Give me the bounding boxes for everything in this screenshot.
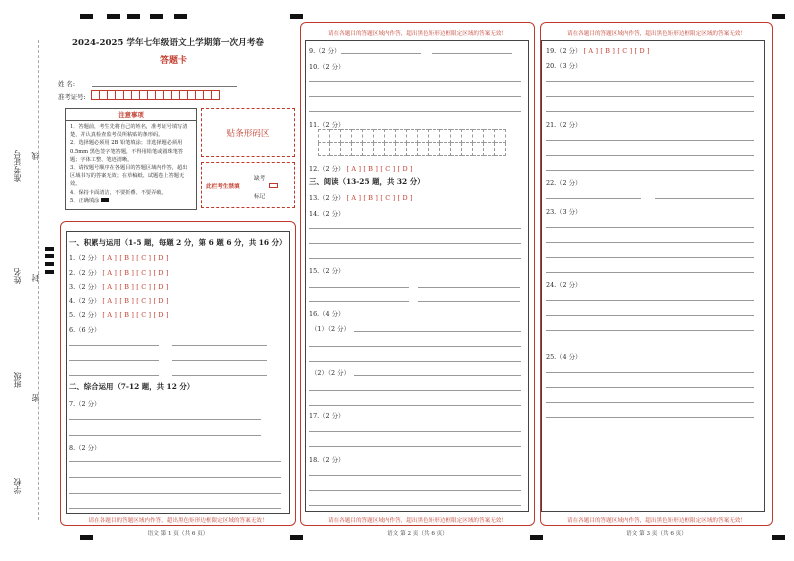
- question-15: 15.（2 分）: [309, 267, 345, 275]
- barcode-label: 贴条形码区: [226, 128, 270, 139]
- note-item: 2．选择题必须用 2B 铅笔填涂；非选择题必须用 0.5mm 黑色签字笔答题，不得用铅笔或圆珠笔答题；字体工整、笔迹清晰。: [70, 140, 184, 163]
- warning-col2-bottom: 请在各题目的答题区域内作答，超出黑色矩形边框限定区域的答案无效！: [327, 518, 507, 524]
- question-17: 17.（2 分）: [309, 412, 345, 420]
- answer-line[interactable]: [69, 435, 261, 436]
- warning-col3-bottom: 请在各题目的答题区域内作答，超出黑色矩形边框限定区域的答案无效！: [566, 518, 746, 524]
- side-label-secret: 密: [31, 394, 40, 402]
- answer-line[interactable]: [309, 405, 521, 406]
- name-label: 姓 名:: [58, 80, 75, 88]
- answer-line[interactable]: [546, 140, 754, 141]
- side-label-school: 学校: [13, 478, 22, 494]
- options-q13[interactable]: [ A ] [ B ] [ C ] [ D ]: [346, 194, 413, 202]
- answer-line[interactable]: [69, 493, 281, 494]
- question-7: 7.（2 分）: [69, 400, 101, 408]
- question-10: 10.（2 分）: [309, 63, 345, 71]
- answer-line[interactable]: [309, 258, 521, 259]
- exam-title: 2024-2025 学年七年级语文上学期第一次月考卷: [72, 38, 264, 48]
- answer-line[interactable]: [309, 81, 521, 82]
- question-9: 9.（2 分）: [309, 47, 341, 55]
- options-q12[interactable]: [ A ] [ B ] [ C ] [ D ]: [346, 165, 413, 173]
- question-18: 18.（2 分）: [309, 456, 345, 464]
- writing-grid[interactable]: [318, 129, 506, 156]
- side-label-id: 准考证号: [13, 150, 22, 182]
- answer-line[interactable]: [432, 53, 512, 54]
- answer-line[interactable]: [309, 475, 521, 476]
- fill-example-mark: [101, 198, 109, 202]
- answer-line[interactable]: [354, 331, 521, 332]
- answer-line[interactable]: [309, 446, 521, 447]
- answer-line[interactable]: [309, 431, 521, 432]
- absent-tag1: 缺考: [254, 176, 266, 182]
- options-q4[interactable]: [ A ] [ B ] [ C ] [ D ]: [102, 297, 169, 305]
- answer-line[interactable]: [172, 375, 267, 376]
- warning-col1: 请在各题目的答题区域内作答，超出黑色矩形边框限定区域的答案无效！: [88, 518, 268, 524]
- side-label-class: 班级: [13, 372, 22, 388]
- alignment-mark: [45, 262, 54, 266]
- note-item: 4．保持卡面清洁，不要折叠、不要弄破。: [70, 189, 167, 196]
- section-3-title: 三、阅读（13-25 题，共 32 分）: [309, 177, 425, 186]
- answer-line[interactable]: [309, 96, 521, 97]
- answer-line[interactable]: [546, 227, 754, 228]
- section-2-title: 二、综合运用（7-12 题，共 12 分）: [69, 382, 195, 391]
- side-label-name: 姓名: [13, 268, 22, 284]
- answer-line[interactable]: [418, 301, 520, 302]
- answer-line[interactable]: [546, 81, 754, 82]
- answer-line[interactable]: [69, 360, 159, 361]
- options-q2[interactable]: [ A ] [ B ] [ C ] [ D ]: [102, 269, 169, 277]
- alignment-mark: [150, 14, 163, 19]
- alignment-mark: [772, 14, 785, 19]
- answer-line[interactable]: [309, 346, 521, 347]
- note-item: 3．请按题号顺序在各题目的答题区域内作答，超出区域书写的答案无效；在草稿纸、试题卷上答题无效。: [70, 165, 188, 188]
- id-label: 准考证号:: [58, 93, 86, 101]
- name-line: [92, 86, 237, 87]
- answer-line[interactable]: [418, 287, 520, 288]
- alignment-mark: [174, 14, 187, 19]
- question-5: 5.（2 分） [ A ] [ B ] [ C ] [ D ]: [69, 311, 169, 319]
- question-21: 21.（2 分）: [546, 121, 582, 129]
- options-q1[interactable]: [ A ] [ B ] [ C ] [ D ]: [102, 254, 169, 262]
- answer-line[interactable]: [309, 287, 409, 288]
- alignment-mark: [45, 270, 54, 274]
- question-16: 16.（4 分）: [309, 310, 345, 318]
- side-label-seal: 封: [31, 274, 40, 282]
- question-3: 3.（2 分） [ A ] [ B ] [ C ] [ D ]: [69, 283, 169, 291]
- alignment-mark: [772, 535, 785, 540]
- alignment-mark: [107, 14, 120, 19]
- question-20: 20.（3 分）: [546, 62, 582, 70]
- question-12: 12.（2 分） [ A ] [ B ] [ C ] [ D ]: [309, 165, 413, 173]
- answer-line[interactable]: [546, 372, 754, 373]
- question-11: 11.（2 分）: [309, 121, 345, 129]
- question-24: 24.（2 分）: [546, 281, 582, 289]
- notes-title: 注意事项: [66, 109, 196, 121]
- absent-checkbox[interactable]: [269, 183, 278, 188]
- answer-line[interactable]: [546, 272, 754, 273]
- answer-line[interactable]: [309, 301, 409, 302]
- answer-line[interactable]: [546, 170, 754, 171]
- question-19: 19.（2 分） [ A ] [ B ] [ C ] [ D ]: [546, 47, 650, 55]
- fill-example-label: 5．正确填涂: [70, 197, 100, 204]
- answer-line[interactable]: [309, 361, 521, 362]
- answer-line[interactable]: [546, 300, 754, 301]
- answer-line[interactable]: [69, 375, 159, 376]
- answer-line[interactable]: [546, 315, 754, 316]
- answer-line[interactable]: [546, 242, 754, 243]
- note-item: 1．答题前，考生先将自己的姓名，准考证号填写清楚，并认真检查监考员所粘贴的条形码。: [70, 124, 188, 139]
- answer-line[interactable]: [546, 198, 641, 199]
- answer-line[interactable]: [546, 417, 754, 418]
- question-23: 23.（3 分）: [546, 208, 582, 216]
- notes-box: [65, 108, 197, 210]
- question-2: 2.（2 分） [ A ] [ B ] [ C ] [ D ]: [69, 269, 169, 277]
- answer-line[interactable]: [309, 505, 521, 506]
- answer-line[interactable]: [309, 243, 521, 244]
- warning-col2-top: 请在各题目的答题区域内作答，超出黑色矩形边框限定区域的答案无效！: [327, 31, 507, 37]
- answer-line[interactable]: [546, 402, 754, 403]
- question-14: 14.（2 分）: [309, 210, 345, 218]
- answer-line[interactable]: [546, 111, 754, 112]
- alignment-mark: [80, 14, 93, 19]
- question-1: 1.（2 分） [ A ] [ B ] [ C ] [ D ]: [69, 254, 169, 262]
- answer-line[interactable]: [69, 477, 281, 478]
- answer-line[interactable]: [546, 330, 754, 331]
- page-footer-2: 语文 第 2 页（共 6 页）: [387, 531, 448, 537]
- fold-line: [38, 40, 39, 520]
- question-16-2: （2）（2 分）: [311, 369, 350, 377]
- answer-line[interactable]: [309, 390, 521, 391]
- answer-line[interactable]: [546, 387, 754, 388]
- answer-line[interactable]: [546, 257, 754, 258]
- alignment-mark: [127, 14, 140, 19]
- question-13: 13.（2 分） [ A ] [ B ] [ C ] [ D ]: [309, 194, 413, 202]
- answer-line[interactable]: [69, 345, 159, 346]
- page-footer-1: 语文 第 1 页（共 6 页）: [147, 531, 209, 537]
- section-1-title: 一、积累与运用（1-5 题，每题 2 分，第 6 题 6 分，共 16 分）: [69, 238, 287, 247]
- question-6: 6.（6 分）: [69, 326, 101, 334]
- answer-line[interactable]: [354, 375, 521, 376]
- id-boxes[interactable]: [92, 90, 220, 100]
- answer-line[interactable]: [172, 360, 267, 361]
- options-q3[interactable]: [ A ] [ B ] [ C ] [ D ]: [102, 283, 169, 291]
- question-25: 25.（4 分）: [546, 353, 582, 361]
- answer-line[interactable]: [309, 490, 521, 491]
- question-22: 22.（2 分）: [546, 179, 582, 187]
- options-q19[interactable]: [ A ] [ B ] [ C ] [ D ]: [583, 47, 650, 55]
- answer-line[interactable]: [69, 419, 261, 420]
- question-16-1: （1）（2 分）: [311, 325, 350, 333]
- warning-col3-top: 请在各题目的答题区域内作答，超出黑色矩形边框限定区域的答案无效！: [566, 31, 746, 37]
- answer-line[interactable]: [546, 96, 754, 97]
- absent-label: 此栏考生禁填: [206, 184, 240, 190]
- page-footer-3: 语文 第 3 页（共 6 页）: [626, 531, 687, 537]
- answer-line[interactable]: [655, 198, 754, 199]
- answer-line[interactable]: [309, 111, 521, 112]
- side-label-line: 线: [31, 152, 40, 160]
- answer-line[interactable]: [546, 155, 754, 156]
- absent-box: [201, 162, 295, 208]
- alignment-mark: [45, 247, 54, 251]
- answer-line[interactable]: [172, 345, 267, 346]
- question-8: 8.（2 分）: [69, 444, 101, 452]
- alignment-mark: [45, 254, 54, 258]
- answer-line[interactable]: [69, 461, 281, 462]
- absent-tag2: 标记: [254, 194, 266, 200]
- answer-line[interactable]: [341, 53, 421, 54]
- answer-line[interactable]: [309, 228, 521, 229]
- question-4: 4.（2 分） [ A ] [ B ] [ C ] [ D ]: [69, 297, 169, 305]
- alignment-mark: [290, 14, 303, 19]
- card-subtitle: 答题卡: [160, 56, 188, 66]
- answer-line[interactable]: [69, 508, 281, 509]
- barcode-area: [201, 108, 295, 157]
- options-q5[interactable]: [ A ] [ B ] [ C ] [ D ]: [102, 311, 169, 319]
